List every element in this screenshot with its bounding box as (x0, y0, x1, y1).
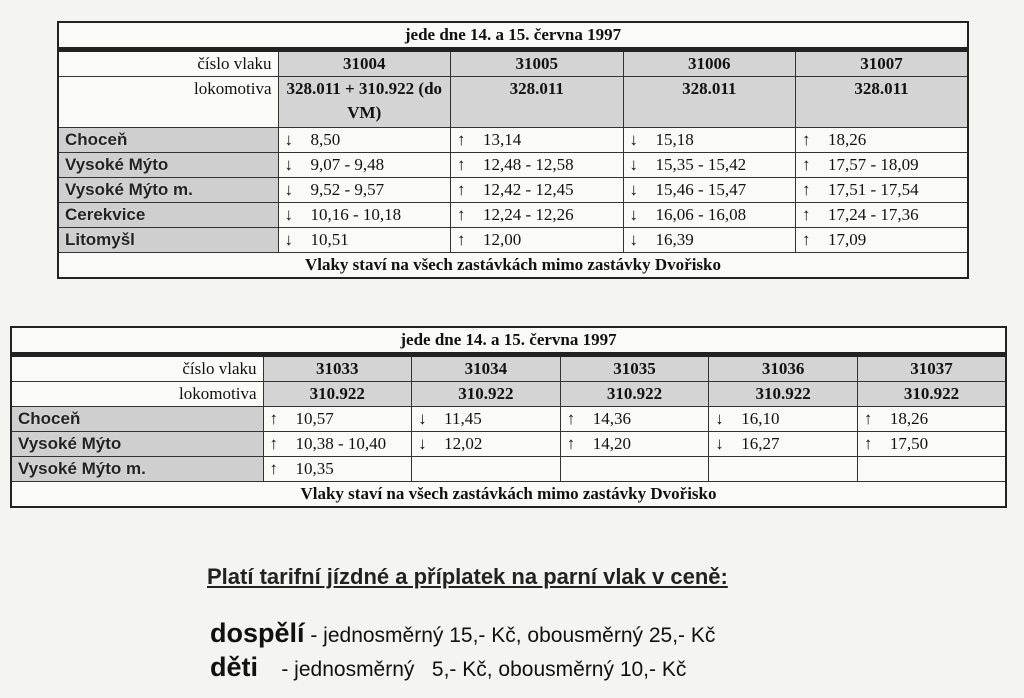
train-number-label: číslo vlaku (11, 355, 263, 382)
station-row (11, 432, 1006, 457)
table-footer-note: Vlaky staví na všech zastávkách mimo zastávky Dvořisko (58, 253, 968, 279)
timetable-2 (10, 326, 1007, 508)
departure-time-cell (560, 457, 709, 482)
arrow-down-icon: ↓ (715, 434, 724, 453)
station-row (11, 457, 1006, 482)
station-name: Cerekvice (58, 203, 278, 228)
departure-time-cell (623, 153, 796, 178)
price-text: - jednosměrný 5,- Kč, obousměrný 10,- Kč (258, 658, 687, 681)
arrow-down-icon: ↓ (715, 409, 724, 428)
departure-time-cell (709, 457, 858, 482)
arrow-down-icon: ↓ (629, 155, 638, 174)
departure-time-cell (278, 128, 451, 153)
locomotive: 328.011 (623, 77, 796, 128)
arrow-up-icon: ↑ (457, 130, 466, 149)
arrow-up-icon: ↑ (802, 230, 811, 249)
station-name: Choceň (11, 407, 263, 432)
departure-time: 14,36 (592, 409, 631, 428)
departure-time: 12,42 - 12,45 (483, 180, 574, 199)
departure-time: 10,16 - 10,18 (310, 205, 402, 224)
departure-time: 15,46 - 15,47 (655, 180, 747, 199)
arrow-up-icon: ↑ (802, 205, 811, 224)
departure-time: 14,20 (592, 434, 631, 453)
arrow-up-icon: ↑ (802, 130, 811, 149)
locomotive: 328.011 + 310.922 (do VM) (278, 77, 451, 128)
departure-time-cell (623, 178, 796, 203)
arrow-up-icon: ↑ (457, 230, 466, 249)
arrow-down-icon: ↓ (284, 130, 293, 149)
table-header: jede dne 14. a 15. června 1997 (11, 327, 1006, 355)
price-row-adults (210, 618, 715, 649)
departure-time-cell (709, 407, 858, 432)
departure-time-cell (451, 203, 624, 228)
departure-time: 10,51 (310, 230, 349, 249)
price-category: dospělí (210, 618, 305, 648)
departure-time: 16,10 (741, 409, 780, 428)
price-category: děti (210, 652, 259, 682)
departure-time: 17,09 (828, 230, 867, 249)
departure-time-cell (796, 203, 969, 228)
arrow-down-icon: ↓ (418, 434, 427, 453)
price-text: - jednosměrný 15,- Kč, obousměrný 25,- Kč (304, 624, 716, 647)
departure-time-cell (451, 128, 624, 153)
train-number: 31004 (278, 50, 451, 77)
station-name: Vysoké Mýto m. (11, 457, 263, 482)
arrow-down-icon: ↓ (284, 205, 293, 224)
locomotive: 310.922 (412, 382, 561, 407)
departure-time-cell (796, 178, 969, 203)
departure-time-cell (623, 228, 796, 253)
departure-time: 15,35 - 15,42 (655, 155, 747, 174)
station-row (58, 228, 968, 253)
train-number: 31034 (412, 355, 561, 382)
departure-time-cell (412, 457, 561, 482)
arrow-down-icon: ↓ (629, 180, 638, 199)
departure-time-cell (263, 432, 412, 457)
departure-time-cell (796, 228, 969, 253)
locomotive-label: lokomotiva (58, 77, 278, 128)
departure-time-cell (857, 432, 1006, 457)
arrow-up-icon: ↑ (269, 409, 278, 428)
departure-time-cell (263, 457, 412, 482)
station-name: Vysoké Mýto (11, 432, 263, 457)
departure-time: 16,39 (655, 230, 694, 249)
train-number-label: číslo vlaku (58, 50, 278, 77)
departure-time: 12,48 - 12,58 (483, 155, 574, 174)
departure-time-cell (857, 457, 1006, 482)
arrow-up-icon: ↑ (566, 434, 576, 453)
arrow-up-icon: ↑ (566, 409, 576, 428)
station-row (58, 178, 968, 203)
timetable-1 (57, 21, 969, 279)
locomotive: 328.011 (451, 77, 624, 128)
arrow-up-icon: ↑ (457, 180, 466, 199)
departure-time: 17,51 - 17,54 (828, 180, 919, 199)
arrow-down-icon: ↓ (284, 180, 293, 199)
departure-time: 9,07 - 9,48 (310, 155, 385, 174)
train-number: 31005 (451, 50, 624, 77)
train-number: 31033 (263, 355, 412, 382)
departure-time: 12,24 - 12,26 (483, 205, 574, 224)
locomotive-label: lokomotiva (11, 382, 263, 407)
table-header: jede dne 14. a 15. června 1997 (58, 22, 968, 50)
arrow-up-icon: ↑ (802, 155, 811, 174)
station-name: Choceň (58, 128, 278, 153)
train-number: 31035 (560, 355, 709, 382)
departure-time-cell (857, 407, 1006, 432)
departure-time-cell (278, 228, 451, 253)
price-row-children (210, 652, 686, 683)
station-name: Litomyšl (58, 228, 278, 253)
departure-time-cell (796, 128, 969, 153)
departure-time: 10,38 - 10,40 (295, 434, 387, 453)
departure-time-cell (412, 432, 561, 457)
departure-time-cell (412, 407, 561, 432)
arrow-down-icon: ↓ (629, 205, 638, 224)
departure-time: 16,27 (741, 434, 780, 453)
departure-time-cell (263, 407, 412, 432)
arrow-down-icon: ↓ (418, 409, 427, 428)
tariff-title: Platí tarifní jízdné a příplatek na parní vlak v ceně: (207, 564, 728, 589)
departure-time-cell (560, 432, 709, 457)
station-row (58, 203, 968, 228)
departure-time: 17,57 - 18,09 (828, 155, 919, 174)
departure-time: 18,26 (828, 130, 867, 149)
station-name: Vysoké Mýto (58, 153, 278, 178)
departure-time: 17,24 - 17,36 (828, 205, 919, 224)
departure-time-cell (451, 153, 624, 178)
arrow-up-icon: ↑ (269, 459, 278, 478)
departure-time-cell (278, 178, 451, 203)
train-number: 31037 (857, 355, 1006, 382)
locomotive: 310.922 (709, 382, 858, 407)
arrow-down-icon: ↓ (629, 230, 638, 249)
departure-time-cell (796, 153, 969, 178)
departure-time: 9,52 - 9,57 (310, 180, 385, 199)
station-name: Vysoké Mýto m. (58, 178, 278, 203)
departure-time: 12,02 (444, 434, 483, 453)
departure-time-cell (560, 407, 709, 432)
arrow-down-icon: ↓ (629, 130, 638, 149)
table-footer-note: Vlaky staví na všech zastávkách mimo zastávky Dvořisko (11, 482, 1006, 508)
departure-time-cell (451, 178, 624, 203)
arrow-down-icon: ↓ (284, 230, 293, 249)
train-number: 31007 (796, 50, 969, 77)
departure-time: 12,00 (483, 230, 522, 249)
locomotive: 328.011 (796, 77, 969, 128)
arrow-up-icon: ↑ (802, 180, 811, 199)
departure-time: 10,35 (295, 459, 334, 478)
departure-time: 17,50 (889, 434, 929, 453)
departure-time-cell (451, 228, 624, 253)
arrow-up-icon: ↑ (863, 434, 873, 453)
locomotive: 310.922 (263, 382, 412, 407)
departure-time-cell (278, 153, 451, 178)
station-row (58, 153, 968, 178)
train-number: 31036 (709, 355, 858, 382)
station-row (11, 407, 1006, 432)
departure-time-cell (623, 128, 796, 153)
arrow-up-icon: ↑ (863, 409, 873, 428)
departure-time-cell (623, 203, 796, 228)
arrow-up-icon: ↑ (269, 434, 278, 453)
departure-time: 18,26 (889, 409, 929, 428)
departure-time: 11,45 (444, 409, 482, 428)
arrow-down-icon: ↓ (284, 155, 293, 174)
station-row (58, 128, 968, 153)
train-number: 31006 (623, 50, 796, 77)
departure-time: 13,14 (483, 130, 522, 149)
departure-time: 16,06 - 16,08 (655, 205, 747, 224)
departure-time-cell (278, 203, 451, 228)
departure-time: 15,18 (655, 130, 694, 149)
arrow-up-icon: ↑ (457, 155, 466, 174)
arrow-up-icon: ↑ (457, 205, 466, 224)
locomotive: 310.922 (560, 382, 709, 407)
departure-time-cell (709, 432, 858, 457)
departure-time: 10,57 (295, 409, 334, 428)
locomotive: 310.922 (857, 382, 1006, 407)
departure-time: 8,50 (310, 130, 341, 149)
